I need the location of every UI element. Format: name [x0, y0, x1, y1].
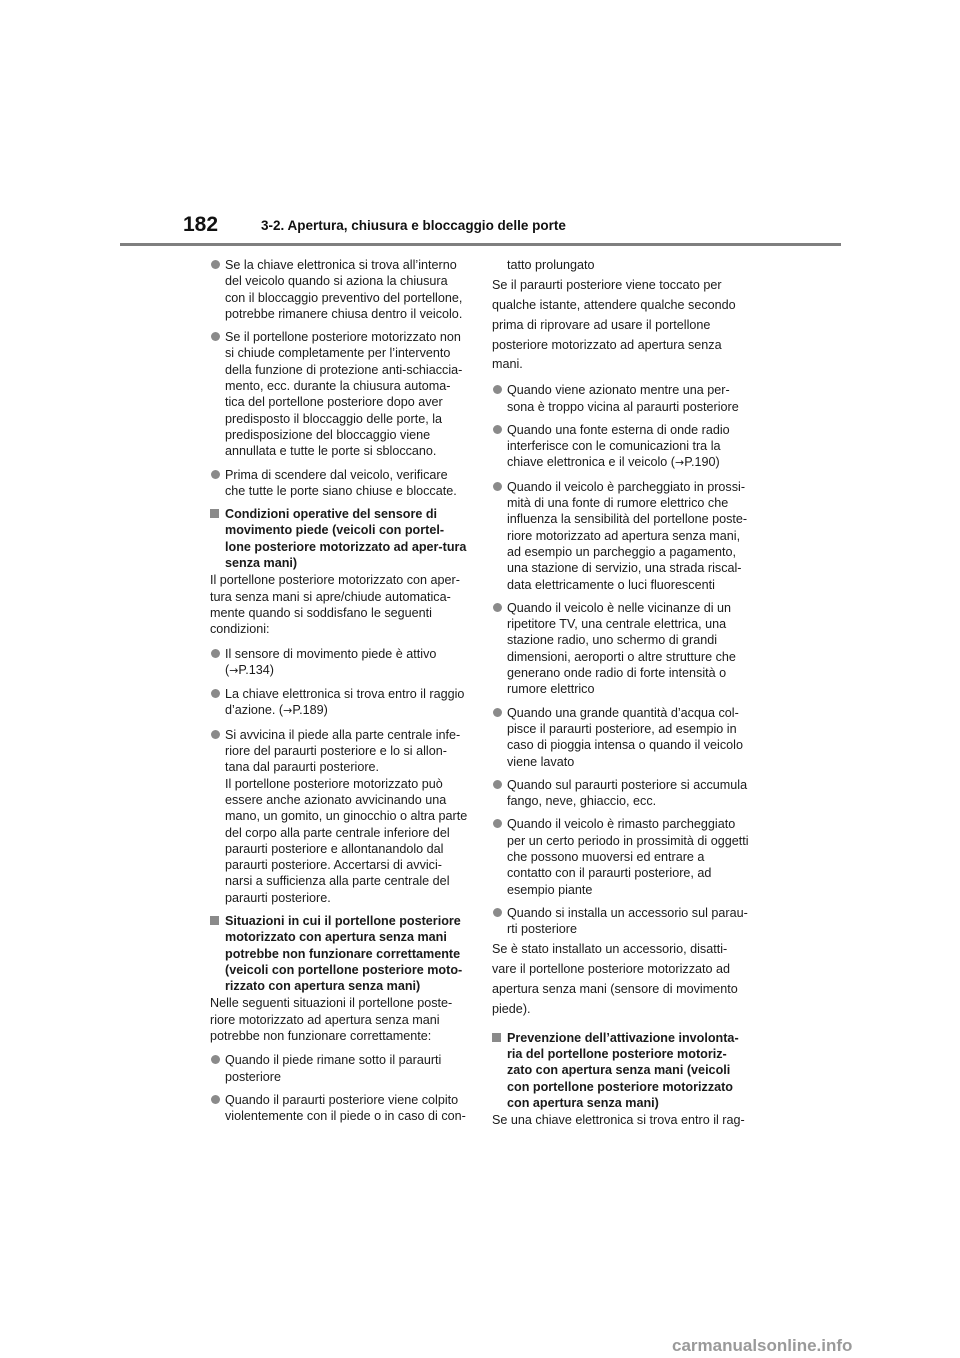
bullet-icon	[493, 482, 502, 491]
list-item: Se il portellone posteriore motorizzato non si chiude completamente per l’intervento della funzione di protezione anti-schiaccia-mento, ecc. durante la chiusura automa-tica del portellone posteriore dopo aver predisposto il bloccaggio delle porte, la predisposizione del bloccaggio viene annullata e tutte le porte si sbloccano.	[210, 329, 468, 459]
bullet-icon	[493, 819, 502, 828]
list-item: Quando sul paraurti posteriore si accumula fango, neve, ghiaccio, ecc.	[492, 777, 750, 810]
bullet-icon	[493, 425, 502, 434]
section-heading: Prevenzione dell’attivazione involonta-ria del portellone posteriore motoriz-zato con apertura senza mani (veicoli con portellone posteriore motorizzato con apertura senza mani)	[492, 1030, 750, 1111]
list-item: Quando il piede rimane sotto il paraurti posteriore	[210, 1052, 468, 1085]
reference-arrow-icon: →	[675, 456, 685, 470]
square-bullet-icon	[492, 1033, 501, 1042]
square-bullet-icon	[210, 916, 219, 925]
bullet-icon	[493, 908, 502, 917]
bullet-icon	[211, 730, 220, 739]
list-item: La chiave elettronica si trova entro il raggio d’azione. (→P.189)	[210, 686, 468, 720]
left-column	[210, 257, 468, 1132]
list-item: Quando si installa un accessorio sul parau-rti posteriore	[492, 905, 750, 938]
page-number: 182	[183, 213, 219, 236]
bullet-icon	[211, 1055, 220, 1064]
list-item: Il sensore di movimento piede è attivo (→P.134)	[210, 646, 468, 680]
bullet-icon	[493, 385, 502, 394]
page-reference-link[interactable]: P.190)	[684, 455, 720, 470]
list-item: Quando il veicolo è nelle vicinanze di un ripetitore TV, una centrale elettrica, una stazione radio, uno schermo di grandi dimensioni, aeroporti o altre strutture che generano onde radio di forte intensità o rumore elettrico	[492, 600, 750, 698]
list-item-continuation: Il portellone posteriore motorizzato può essere anche azionato avvicinando una mano, un gomito, un ginocchio o altra parte del corpo alla parte centrale inferiore del paraurti posteriore e allontanandolo dal paraurti posteriore. Accertarsi di avvici-narsi a sufficienza alla parte centrale del paraurti posteriore.	[225, 776, 468, 905]
bullet-icon	[211, 689, 220, 698]
bullet-icon	[211, 1095, 220, 1104]
list-item: Quando il veicolo è rimasto parcheggiato per un certo periodo in prossimità di oggetti che possono muoversi ed entrare a contatto con il paraurti posteriore, ad esempio piante	[492, 816, 750, 897]
bullet-icon	[493, 708, 502, 717]
list-item: Quando una fonte esterna di onde radio interferisce con le comunicazioni tra la chiave elettronica e il veicolo (→P.190)	[492, 422, 750, 472]
list-item: Quando una grande quantità d’acqua col-pisce il paraurti posteriore, ad esempio in caso di pioggia intensa o quando il veicolo viene lavato	[492, 705, 750, 770]
page-reference-link[interactable]: P.134)	[238, 662, 274, 677]
header-divider	[120, 243, 841, 246]
section-heading: Condizioni operative del sensore di movimento piede (veicoli con portel-lone posteriore motorizzato ad aper-tura senza mani)	[210, 506, 468, 571]
watermark: carmanualsonline.info	[672, 1336, 853, 1355]
paragraph: Il portellone posteriore motorizzato con aper-tura senza mani si apre/chiude automatica-mente quando si soddisfano le seguenti condizioni:	[210, 573, 460, 637]
list-item: Quando il paraurti posteriore viene colpito violentemente con il piede o in caso di con-	[210, 1092, 468, 1125]
list-item: Quando il veicolo è parcheggiato in prossi-mità di una fonte di rumore elettrico che influenza la sensibilità del portellone poste-riore motorizzato ad apertura senza mani, ad esempio un parcheggio a pagamento, una stazione di servizio, una strada riscal-data elettricamente o luci fluorescenti	[492, 479, 750, 593]
paragraph: Se una chiave elettronica si trova entro il rag-	[492, 1113, 745, 1128]
bullet-icon	[211, 260, 220, 269]
bullet-icon	[493, 603, 502, 612]
list-item: Si avvicina il piede alla parte centrale infe-riore del paraurti posteriore e lo si allon-tana dal paraurti posteriore.	[210, 727, 468, 776]
paragraph: Nelle seguenti situazioni il portellone poste-riore motorizzato ad apertura senza mani potrebbe non funzionare correttamente:	[210, 996, 453, 1044]
bullet-icon	[211, 470, 220, 479]
list-item: Se la chiave elettronica si trova all’interno del veicolo quando si aziona la chiusura con il bloccaggio preventivo del portellone, potrebbe rimanere chiusa dentro il veicolo.	[210, 257, 468, 322]
paragraph: Se è stato installato un accessorio, disatti-vare il portellone posteriore motorizzato ad apertura senza mani (sensore di movimento piede).	[492, 942, 738, 1016]
section-heading: Situazioni in cui il portellone posteriore motorizzato con apertura senza mani potrebbe non funzionare correttamente (veicoli con portellone posteriore moto-rizzato con apertura senza mani)	[210, 913, 468, 994]
list-item: Quando viene azionato mentre una per-sona è troppo vicina al paraurti posteriore	[492, 382, 750, 415]
list-item: Prima di scendere dal veicolo, verificare che tutte le porte siano chiuse e bloccate.	[210, 467, 468, 500]
paragraph: Se il paraurti posteriore viene toccato per qualche istante, attendere qualche secondo prima di riprovare ad usare il portellone posteriore motorizzato ad apertura senza mani.	[492, 278, 736, 372]
square-bullet-icon	[210, 509, 219, 518]
bullet-icon	[211, 332, 220, 341]
right-column	[492, 257, 750, 1136]
reference-arrow-icon: →	[283, 704, 293, 718]
list-item-continuation: tatto prolungato	[507, 258, 595, 272]
page-reference-link[interactable]: P.189)	[292, 703, 328, 718]
section-title: 3-2. Apertura, chiusura e bloccaggio delle porte	[261, 218, 566, 233]
reference-arrow-icon: →	[229, 663, 239, 677]
bullet-icon	[211, 649, 220, 658]
bullet-icon	[493, 780, 502, 789]
